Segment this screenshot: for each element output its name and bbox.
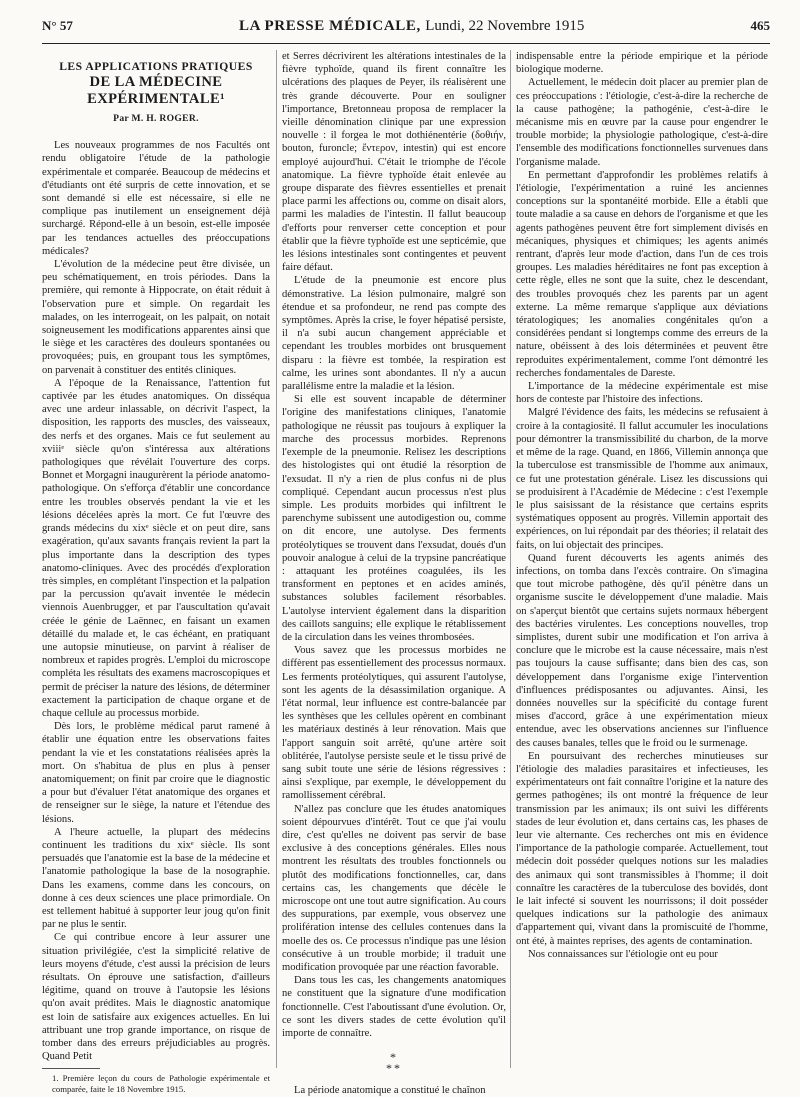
paragraph: et Serres décrivirent les altérations intestinales de la fièvre typhoïde, quand ils firent connaître les ulcérations des plaques de Peyer, ils réalisèrent une très grande découverte. Pour en souligner l'importance, Bretonneau proposa de remplacer la vieille dénomination clinique par une expression nouvelle : il forgea le mot dothiénentérie (δοθιήν, bouton, furoncle; ἔντερον, intestin) qui est encore employé aujourd'hui. C'était le triomphe de l'école anatomique. La fièvre typhoïde était enlevée au groupe disparate des fièvres essentielles et prenait place parmi les affections ou, comme on disait alors, parmi les maladies de l'intestin. Il fallut beaucoup d'efforts pour renverser cette conception et pour établir que la fièvre typhoïde est une septicémie, que les lésions intestinales sont contingentes et peuvent faire défaut. (282, 51, 506, 274)
paragraph: Dès lors, le problème médical parut ramené à établir une équation entre les observations faites pendant la vie et les constatations réalisées après la mort. On s'habitua de plus en plus à penser anatomiquement; on finit par croire que le diagnostic a pour but d'évaluer l'état anatomique des organes et de renseigner sur le siège, la nature et l'étendue des lésions. (42, 721, 270, 825)
paragraph: En permettant d'approfondir les problèmes relatifs à l'étiologie, l'expérimentation a ruiné les anciennes conceptions sur la spontanéité morbide. Elle a établi que toute maladie a sa cause en dehors de l'organisme et que les agents pathogènes peuvent être fort simplement divisés en mécaniques, physiques et chimiques; les agents animés rentrant, d'après leur mode d'action, dans l'un de ces trois groupes. Les maladies héréditaires ne font pas exception à cette règle, elles ne sont que la suite, chez le descendant, des troubles provoqués chez les parents par un agent externe. La même remarque s'applique aux déviations tératologiques; les anomalies congénitales qu'on a considérées pendant si longtemps comme des erreurs de la nature, obéissent à des lois déterminées et peuvent être reproduites expérimentalement, comme l'ont démontré les recherches fondamentales de Dareste. (516, 169, 768, 379)
paragraph: Les nouveaux programmes de nos Facultés ont rendu obligatoire l'étude de la pathologie expérimentale et comparée. Beaucoup de médecins et d'étudiants ont été surpris de cette innovation, et se sont demandé si elle est nécessaire, si elle ne complique pas inutilement un enseignement déjà surchargé. Répond-elle à un besoin, est-elle imposée par les tendances actuelles des préoccupations médicales? (42, 140, 270, 257)
issue-number: N° 57 (42, 18, 73, 33)
column-divider (510, 50, 511, 1068)
paragraph: A l'époque de la Renaissance, l'attention fut captivée par les études anatomiques. On disséqua avec une ardeur inlassable, on décrivit l'aspect, la disposition, les rapports des muscles, des vaisseaux, des nerfs et des organes. Mais ce fut seulement au xviiiᵉ siècle qu'on s'intéressa aux altérations pathologiques que révélait l'ouverture des corps. Bonnet et Morgagni inaugurèrent la période anatomo-pathologique. On s'efforça d'établir une concordance entre les troubles observés pendant la vie et les lésions décelées après la mort. Ce fut l'œuvre des grands médecins du xixᵉ siècle et on peut dire, sans exagération, qu'aux savants français revient la part la plus importante dans la description des types anatomo-cliniques. Avec des procédés d'exploration très simples, en complétant l'inspection et la palpation par la percussion qu'avait inventée le médecin viennois Auenbrugger, et par l'auscultation qu'avait créée le génie de Laënnec, en faisant un examen détaillé du malade et, le cas échéant, en pratiquant une autopsie minutieuse, on parvint à réaliser de nombreux et rapides progrès. L'emploi du microscope compléta les résultats des examens macroscopiques et permit de préciser la nature des lésions, de déterminer exactement la participation de chaque organe et de chaque cellule au processus morbide. (42, 377, 271, 719)
issue-date: Lundi, 22 Novembre 1915 (425, 18, 585, 34)
journal-title (239, 18, 584, 35)
page-header (42, 18, 770, 44)
column-left (42, 50, 271, 1095)
column-divider (276, 50, 277, 1068)
paragraph: Si elle est souvent incapable de déterminer l'origine des manifestations cliniques, l'anatomie pathologique ne réussit pas toujours à expliquer la marche des processus morbides. Reprenons l'exemple de la pneumonie. Relisez les descriptions des histologistes qui ont étudié la résorption de l'exsudat. Il n'y a rien de plus confus ni de plus compliqué. Cependant aucun processus n'est plus simple. Les produits morbides qui infiltrent le parenchyme subissent une autodigestion ou, comme on dit encore, une autolyse. Des ferments protéolytiques se trouvent dans l'exsudat, doués d'un pouvoir analogue à celui de la trypsine pancréatique : attaquant les protéines coagulées, ils les transforment en peptones et en acides aminés, substances solubles facilement résorbables. L'autolyse intervient également dans la disparition des caillots sanguins; elle explique le rétablissement de la circulation dans les veines thrombosées. (282, 394, 506, 643)
paragraph: L'importance de la médecine expérimentale est mise hors de conteste par l'histoire des infections. (516, 381, 768, 406)
paragraph: A l'heure actuelle, la plupart des médecins continuent les traditions du xixᵉ siècle. Ils sont persuadés que l'anatomie est la base de la médecine et l'anatomie pathologique la base de la nosographie. Dans les examens, comme dans les concours, on donne à ces deux sciences une place primordiale. On est tellement habitué à supporter leur joug qu'on finit par ne plus le sentir. (42, 826, 270, 931)
page-number: 465 (750, 18, 770, 33)
paragraph: N'allez pas conclure que les études anatomiques soient dépourvues d'intérêt. Tout ce que j'ai voulu dire, c'est qu'elles ne doivent pas servir de base exclusive à des conceptions générales. Elles nous montrent les résultats des troubles fonctionnels ou plutôt des modifications fonctionnelles, car, dans certains cas, les changements que décèle le microscope ont une tout autre signification. Au cours des suppurations, par exemple, vous observez une prolifération intense des cellules contenues dans la moelle des os. Ce processus n'indique pas une lésion consécutive à un trouble morbide; il traduit une modification provoquée par une réaction favorable. (282, 803, 506, 974)
paragraph: indispensable entre la période empirique et la période biologique moderne. (516, 51, 768, 76)
paragraph: Malgré l'évidence des faits, les médecins se refusaient à croire à la contagiosité. Il fallut accumuler les inoculations pour démontrer la transmissibilité du charbon, de la morve et même de la rage. Quand, en 1866, Villemin annonça que la tuberculose est transmissible de l'homme aux animaux, ce fut une protestation générale. Lisez les discussions qui se produisirent à l'Académie de Médecine : c'est l'exemple le plus saisissant de la résistance que certains esprits systématiques opposent au progrès. Villemin apportait des expériences, on lui répondait par des théories; il relatait des faits, on lui objectait des principes. (516, 407, 768, 551)
paragraph: Ce qui contribue encore à leur assurer une situation privilégiée, c'est la simplicité relative de leurs moyens d'étude, c'est aussi la précision de leurs résultats. On éprouve une satisfaction, d'ailleurs légitime, quand on trouve à l'autopsie les lésions qu'on avait prédites. Mais le diagnostic anatomique est loin de satisfaire aux exigences actuelles. En lui attribuant une trop grande importance, on risque de tomber dans des erreurs préjudiciables au progrès. Quand Petit (42, 932, 270, 1063)
paragraph: Actuellement, le médecin doit placer au premier plan de ces préoccupations : l'étiologie, c'est-à-dire la recherche de la cause pathogène; la pathogénie, c'est-à-dire le mécanisme mis en œuvre par la cause pour engendrer le trouble morbide; la physiologie pathologique, c'est-à-dire l'ensemble des modifications fonctionnelles survenues dans l'organisme malade. (516, 77, 768, 168)
journal-name: LA PRESSE MÉDICALE, (238, 18, 421, 34)
paragraph: Dans tous les cas, les changements anatomiques ne constituent que la signature d'une modification fonctionnelle. C'est l'aboutissant d'une évolution. Or, ce sont les divers stades de cette évolution qu'il importe de connaître. (282, 975, 506, 1040)
paragraph: Vous savez que les processus morbides ne diffèrent pas essentiellement des processus normaux. Les ferments protéolytiques, qui assurent l'autolyse, sont les agents de la désassimilation organique. A l'état normal, leur influence est contre-balancée par les synthèses que les cellules opèrent en combinant les matériaux destinés à leur rénovation. Mais que l'apport sanguin soit arrêté, qu'une artère soit oblitérée, l'autolyse persiste seule et le tissu privé de sang subit toute une série de lésions régressives : ainsi s'explique, par exemple, le développement du ramollissement cérébral. (282, 645, 506, 802)
column-middle (282, 50, 506, 1097)
paragraph: L'évolution de la médecine peut être divisée, un peu schématiquement, en trois périodes. Dans la première, qui remonte à Hippocrate, on était réduit à l'observation pure et simple. On regardait les malades, on les interrogeait, on les palpait, on notait soigneusement les modifications apparentes ainsi que le siège et les caractères des douleurs spontanées ou provoquées; puis, en groupant tous les symptômes, on parvenait à constituer des entités cliniques. (42, 259, 270, 376)
paragraph: La période anatomique a constitué le chaînon (294, 1085, 486, 1097)
footnote-rule (42, 1068, 100, 1069)
paragraph: Quand furent découverts les agents animés des infections, on tomba dans l'excès contraire. On s'imagina que tout microbe pathogène, dès qu'il pénètre dans un organisme suscite le développement d'une maladie. Mais on s'aperçut bientôt que certains sujets normaux hébergent des bactéries virulentes. Les conceptions nouvelles, trop simplistes, durent subir une modification et l'on arriva à conclure que le microbe est la cause nécessaire, mais n'est pas toujours la cause suffisante; dans bien des cas, son développement dans l'organisme exige l'intervention d'influences prédisposantes ou adjuvantes. Ainsi, les données nouvelles sur la spécificité du contage furent mises d'accord, grâce à une expérimentation mieux entendue, avec les observations anciennes sur l'influence des causes banales, telles que le froid ou le surmenage. (516, 552, 768, 749)
asterism-top: * (390, 1050, 398, 1065)
section-asterism (282, 1052, 506, 1074)
article-title-line1: LES APPLICATIONS PRATIQUES (59, 60, 253, 73)
article-author: Par M. H. ROGER. (113, 113, 199, 124)
paragraph: L'étude de la pneumonie est encore plus démonstrative. La lésion pulmonaire, malgré son étendue et sa profondeur, ne rend pas compte des symptômes. Après la crise, le foyer hépatisé persiste, il n'a subi aucun changement appréciable et cependant les troubles morbides ont brusquement disparu : la fièvre est tombée, la respiration est calme, les urines sont abondantes. Il n'y a aucun parallélisme entre la maladie et la lésion. (282, 275, 506, 393)
paragraph: Nos connaissances sur l'étiologie ont eu pour (528, 948, 718, 960)
article-title-line2: DE LA MÉDECINE EXPÉRIMENTALE¹ (87, 74, 225, 107)
column-right (516, 50, 768, 1074)
paragraph: En poursuivant des recherches minutieuses sur l'étiologie des maladies parasitaires et infectieuses, les expérimentateurs ont fait connaître l'origine et la nature des germes pathogènes; ils ont montré la fréquence de leur transmission par les animaux; ils ont suivi les différents stades de leur évolution et, dans certains cas, les phases de leur vie alternante. Ces recherches ont mis en évidence l'importance de la pathologie comparée. Actuellement, tout médecin doit posséder quelques notions sur les maladies des animaux qui sont transmissibles à l'homme; il doit connaître les caractères de la tuberculose des bovidés, dont le lait infecté si souvent les nourrissons; il doit posséder quelques indications sur la pathologie des animaux d'appartement qui, vivant dans la promiscuité de l'homme, ont été, à maintes reprises, des agents de contamination. (516, 750, 768, 947)
footnote: 1. Première leçon du cours de Pathologie expérimentale et comparée, faite le 18 Novembre 1915. (52, 1073, 270, 1095)
asterism-bottom: ** (386, 1061, 402, 1076)
